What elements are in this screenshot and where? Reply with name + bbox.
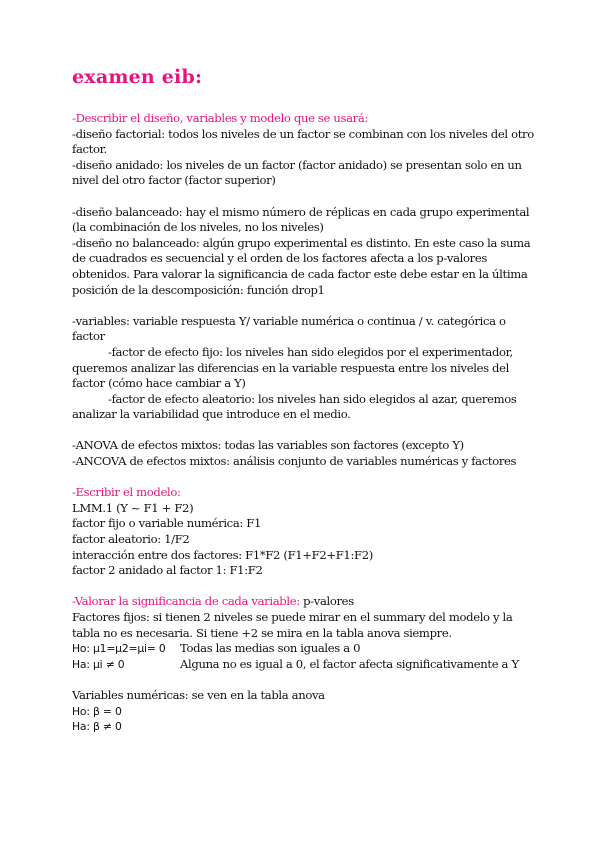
section-heading-significance [72, 594, 534, 610]
paragraph-fixed-effect: -factor de efecto fijo: los niveles han sido elegidos por el experimentador, queremos analizar las diferencias en la variable respuesta entre los niveles del factor (cómo hace cambiar a Y) [72, 344, 513, 391]
document-title: examen eib: [72, 66, 203, 88]
document-body [72, 111, 534, 735]
paragraph-ancova-mixed: -ANCOVA de efectos mixtos: análisis conjunto de variables numéricas y factores [72, 454, 517, 469]
spacer [72, 423, 534, 439]
hypothesis-beta-h0: Ho: β = 0 [72, 704, 122, 718]
paragraph-factorial-design: -diseño factorial: todos los niveles de un factor se combinan con los niveles del otro factor. [72, 126, 534, 157]
hypothesis-h0-label: Ho: μ1=μ2=μi= 0 [72, 642, 166, 656]
model-line: factor 2 anidado al factor 1: F1:F2 [72, 563, 263, 578]
section-heading-significance-label: -Valorar la significancia de cada variable: [72, 594, 300, 609]
paragraph-variables: -variables: variable respuesta Y/ variable numérica o continua / v. categórica o factor [72, 313, 506, 344]
hypothesis-beta-ha: Ha: β ≠ 0 [72, 720, 122, 734]
spacer [72, 189, 534, 205]
hypothesis-h0 [72, 641, 534, 657]
model-line: factor fijo o variable numérica: F1 [72, 516, 261, 531]
hypothesis-h0-text: Todas las medias son iguales a 0 [180, 641, 361, 656]
section-heading-significance-rest: p-valores [299, 594, 354, 609]
section-heading-model: -Escribir el modelo: [72, 485, 181, 500]
paragraph-numeric-variables: Variables numéricas: se ven en la tabla anova [72, 687, 325, 702]
spacer [72, 579, 534, 595]
hypothesis-ha-label: Ha: μi ≠ 0 [72, 657, 125, 671]
paragraph-balanced-design: -diseño balanceado: hay el mismo número de réplicas en cada grupo experimental (la combinación de los niveles, no los niveles) [72, 204, 530, 235]
hypothesis-ha [72, 657, 534, 673]
spacer [72, 672, 534, 688]
paragraph-random-effect: -factor de efecto aleatorio: los niveles han sido elegidos al azar, queremos analizar la variabilidad que introduce en el medio. [72, 391, 517, 422]
paragraph-fixed-factors: Factores fijos: si tienen 2 niveles se puede mirar en el summary del modelo y la tabla no es necesaria. Si tiene +2 se mira en la tabla anova siempre. [72, 610, 513, 640]
spacer [72, 298, 534, 314]
paragraph-nested-design: -diseño anidado: los niveles de un factor (factor anidado) se presentan solo en un nivel del otro factor (factor superior) [72, 157, 522, 188]
spacer [72, 470, 534, 486]
section-heading-design: -Describir el diseño, variables y modelo que se usará: [72, 111, 368, 125]
hypothesis-ha-text: Alguna no es igual a 0, el factor afecta significativamente a Y [180, 656, 519, 671]
paragraph-anova-mixed: -ANOVA de efectos mixtos: todas las variables son factores (excepto Y) [72, 438, 464, 453]
paragraph-unbalanced-design: -diseño no balanceado: algún grupo experimental es distinto. En este caso la suma de cuadrados es secuencial y el orden de los factores afecta a los p-valores obtenidos. Para valorar la significancia de cada factor este debe estar en la última posición de la descomposición: función drop1 [72, 235, 531, 297]
model-line: interacción entre dos factores: F1*F2 (F1+F2+F1:F2) [72, 547, 373, 562]
model-line: factor aleatorio: 1/F2 [72, 532, 190, 547]
model-line: LMM.1 (Y ~ F1 + F2) [72, 500, 194, 515]
